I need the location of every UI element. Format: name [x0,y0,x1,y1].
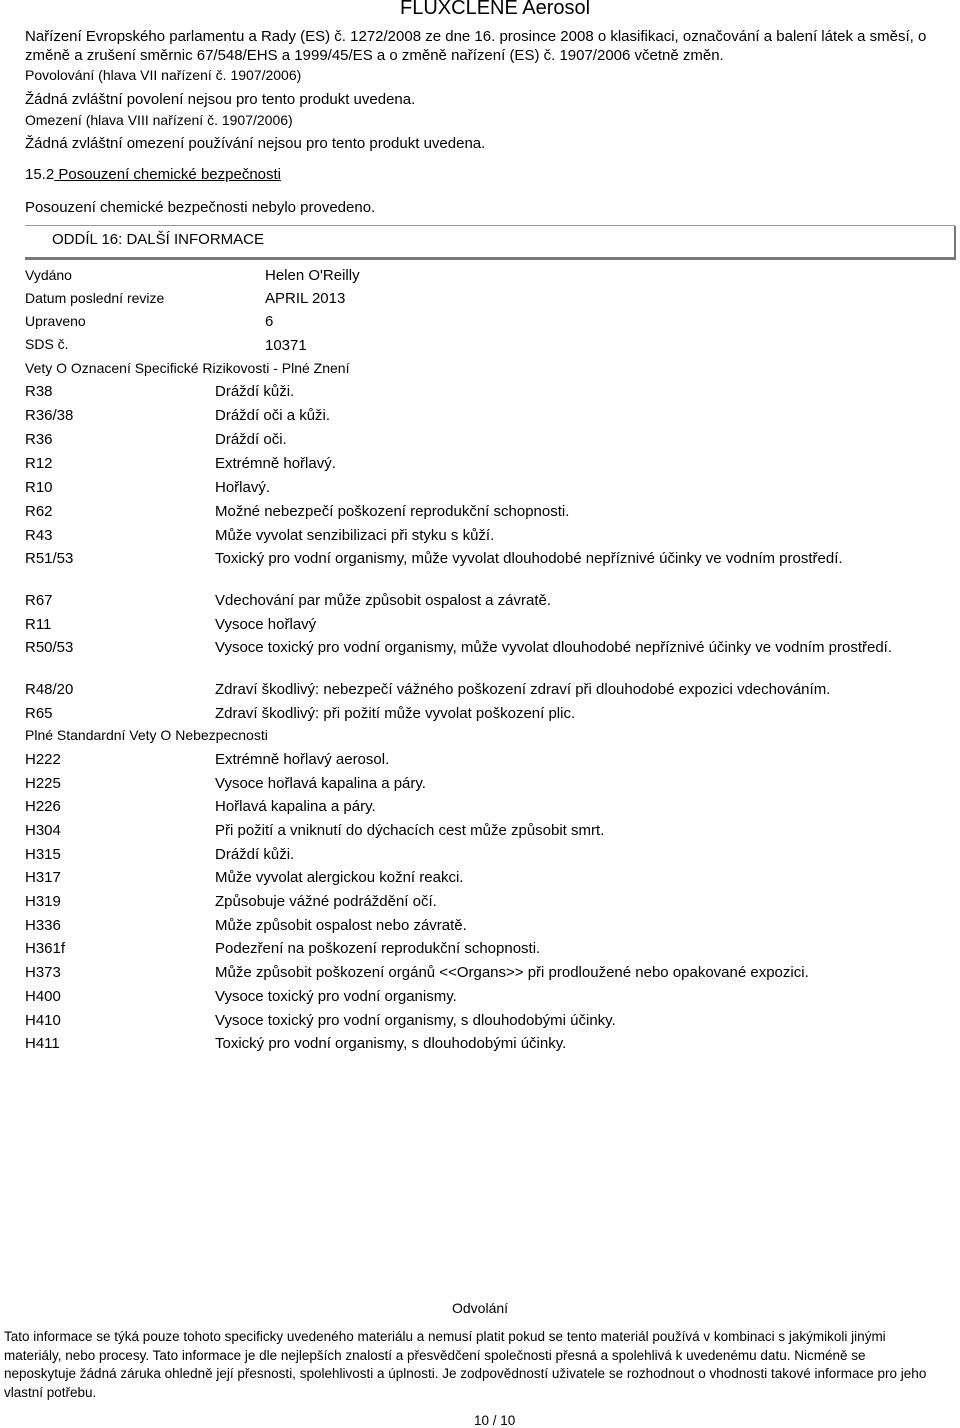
h-text: Způsobuje vážné podráždění očí. [215,893,437,910]
r-code: R51/53 [25,550,74,567]
r-code: R36 [25,431,53,448]
h-code: H361f [25,940,66,957]
r-code: R36/38 [25,407,74,424]
section16-title: ODDÍL 16: DALŠÍ INFORMACE [52,231,264,248]
r-text: Dráždí kůži. [215,383,295,400]
h-text: Může způsobit ospalost nebo závratě. [215,917,467,934]
h-code: H410 [25,1012,61,1029]
h-code: H225 [25,775,61,792]
regulation-intro: Nařízení Evropského parlamentu a Rady (ES) č. 1272/2008 ze dne 16. prosince 2008 o klasifikaci, označování a balení látek a směsí, o změně a zrušení směrnic 67/548/EHS a 1999/45/ES a o změně nařízení (ES) č. 1907/2006 včetně změn. [25,28,927,64]
sds-label: SDS č. [25,336,69,352]
r-text: Zdraví škodlivý: při požití může vyvolat poškození plic. [215,705,576,722]
chem-safety-heading-number: 15.2 [25,166,55,183]
h-code: H411 [25,1035,60,1052]
r-text: Dráždí oči a kůži. [215,407,331,424]
h-text: Vysoce toxický pro vodní organismy, s dlouhodobými účinky. [215,1012,616,1029]
chem-safety-heading-text: Posouzení chemické bezpečnosti [54,166,281,183]
h-text: Toxický pro vodní organismy, s dlouhodobými účinky. [215,1035,567,1052]
h-text: Může vyvolat alergickou kožní reakci. [215,869,464,886]
h-code: H400 [25,988,61,1005]
edited-label: Upraveno [25,313,86,329]
r-text: Vysoce toxický pro vodní organismy, může vyvolat dlouhodobé nepříznivé účinky ve vodním prostředí. [215,639,892,656]
edited-value: 6 [265,313,274,330]
r-code: R50/53 [25,639,74,656]
r-code: R12 [25,455,53,472]
chem-safety-text: Posouzení chemické bezpečnosti nebylo provedeno. [25,199,376,216]
h-text: Vysoce toxický pro vodní organismy. [215,988,457,1005]
r-code: R38 [25,383,53,400]
r-code: R43 [25,527,53,544]
h-text: Vysoce hořlavá kapalina a páry. [215,775,426,792]
restriction-label: Omezení (hlava VIII nařízení č. 1907/2006) [25,112,293,128]
restriction-text: Žádná zvláštní omezení používání nejsou pro tento produkt uvedena. [25,135,486,152]
r-code: R48/20 [25,681,74,698]
page-number: 10 / 10 [474,1413,516,1428]
r-text: Hořlavý. [215,479,271,496]
authorization-text: Žádná zvláštní povolení nejsou pro tento produkt uvedena. [25,91,416,108]
h-text: Dráždí kůži. [215,846,295,863]
chem-safety-heading [25,166,281,183]
r-text: Extrémně hořlavý. [215,455,336,472]
authorization-label: Povolování (hlava VII nařízení č. 1907/2006) [25,67,302,83]
section16-title-box [25,225,955,258]
r-code: R67 [25,592,53,609]
h-code: H336 [25,917,61,934]
disclaimer-text: Tato informace se týká pouze tohoto specificky uvedeného materiálu a nemusí platit pokud se tento materiál používá v kombinaci s jakýmikoli jinými materiály, nebo procesy. Tato informace je dle nejlepších znalostí a přesvědčení společnosti přesná a spolehlivá k uvedenému datu. Nicméně se neposkytuje žádná záruka ohledně její přesnosti, spolehlivosti a úplnosti. Je zodpovědností uživatele se rozhodnout o vhodnosti takové informace pro jeho vlastní potřebu. [4,1329,927,1400]
h-code: H226 [25,798,61,815]
h-text: Extrémně hořlavý aerosol. [215,751,390,768]
revision-value: APRIL 2013 [265,290,346,307]
revision-label: Datum poslední revize [25,290,165,306]
r-text: Může vyvolat senzibilizaci při styku s kůží. [215,527,495,544]
h-code: H319 [25,893,61,910]
h-text: Hořlavá kapalina a páry. [215,798,376,815]
r-text: Možné nebezpečí poškození reprodukční schopnosti. [215,503,570,520]
h-text: Může způsobit poškození orgánů <<Organs>> při prodloužené nebo opakované expozici. [215,964,809,981]
r-phrases-heading: Vety O Oznacení Specifické Rizikovosti - Plné Znení [25,360,350,376]
r-code: R65 [25,705,53,722]
h-code: H304 [25,822,61,839]
issued-label: Vydáno [25,267,72,283]
r-text: Dráždí oči. [215,431,287,448]
h-code: H315 [25,846,61,863]
r-code: R62 [25,503,53,520]
issued-value: Helen O'Reilly [265,267,360,284]
sds-value: 10371 [265,337,307,354]
h-text: Podezření na poškození reprodukční schopnosti. [215,940,541,957]
r-text: Zdraví škodlivý: nebezpečí vážného poškození zdraví při dlouhodobé expozici vdechováním. [215,681,831,698]
r-text: Toxický pro vodní organismy, může vyvolat dlouhodobé nepříznivé účinky ve vodním prostředí. [215,550,843,567]
product-title: FLUXCLENE Aerosol [400,0,591,19]
r-code: R10 [25,479,53,496]
r-code: R11 [25,616,52,633]
h-phrases-heading: Plné Standardní Vety O Nebezpecnosti [25,727,268,743]
r-text: Vysoce hořlavý [215,616,317,633]
h-code: H317 [25,869,61,886]
disclaimer-title: Odvolání [452,1300,509,1316]
h-code: H222 [25,751,61,768]
r-text: Vdechování par může způsobit ospalost a závratě. [215,592,552,609]
h-text: Při požití a vniknutí do dýchacích cest může způsobit smrt. [215,822,605,839]
h-code: H373 [25,964,61,981]
